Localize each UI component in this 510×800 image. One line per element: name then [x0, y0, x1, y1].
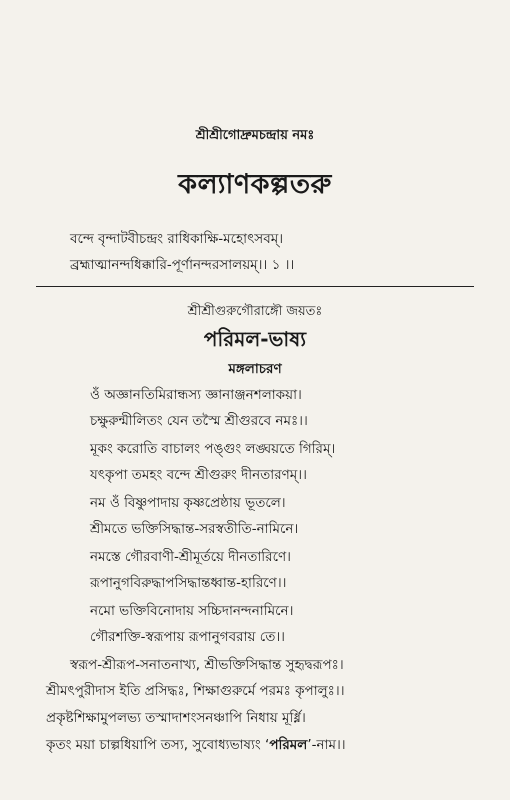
invocation-heading: শ্রীশ্রীগোদ্রুমচন্দ্রায় নমঃ	[195, 128, 315, 143]
verse-line-14-end: ’-নাম।।	[307, 737, 346, 753]
verse-line-14-emphasis: পরিমল	[269, 737, 308, 753]
verse-line-9: নমো ভক্তিবিনোদায় সচ্চিদানন্দনামিনে।	[90, 603, 294, 619]
section-heading: মঙ্গলাচরণ	[228, 361, 282, 377]
horizontal-divider	[36, 286, 474, 287]
verse-line-1: ওঁ অজ্ঞানতিমিরান্ধস্য জ্ঞানাঞ্জনশলাকয়া।	[90, 387, 302, 403]
opening-verse-line-2: ব্রহ্মাত্মানন্দধিক্কারি-পূর্ণানন্দরসালয়ম্।। ১ ।।	[70, 257, 295, 273]
verse-line-14-start: কৃতং ময়া চাল্পধিয়াপি তস্য, সুবোধ্যভাষ্যং ‘	[46, 737, 270, 753]
opening-verse-line-1: বন্দে বৃন্দাটবীচন্দ্রং রাধিকাক্ষি-মহোৎসবম্।	[70, 231, 284, 247]
verse-line-6: শ্রীমতে ভক্তিসিদ্ধান্ত-সরস্বতীতি-নামিনে।	[90, 521, 299, 537]
verse-line-7: নমস্তে গৌরবাণী-শ্রীমূর্তয়ে দীনতারিণে।	[90, 549, 292, 565]
verse-line-13: প্রকৃষ্টশিক্ষামুপলভ্য তস্মাদাশংসনঞ্চাপি নিধায় মূর্ধ্নি।	[46, 710, 306, 726]
verse-line-11: স্বরূপ-শ্রীরূপ-সনাতনাখ্য, শ্রীভক্তিসিদ্ধান্ত সুহৃদ্বরূপঃ।	[70, 657, 344, 673]
verse-line-2: চক্ষুরুন্মীলিতং যেন তস্মৈ শ্রীগুরবে নমঃ।।	[90, 413, 308, 429]
verse-line-8: রূপানুগবিরুদ্ধাপসিদ্ধান্তধ্বান্ত-হারিণে।।	[90, 575, 287, 591]
sub-invocation: শ্রীশ্রীগুরুগৌরাঙ্গৌ জয়তঃ	[187, 304, 323, 319]
verse-line-12: শ্রীমৎপুরীদাস ইতি প্রসিদ্ধঃ, শিক্ষাগুরুর্মে পরমঃ কৃপালুঃ।।	[46, 683, 345, 699]
verse-line-4: যৎকৃপা তমহং বন্দে শ্রীগুরুং দীনতারণম্।।	[90, 467, 307, 483]
commentary-title: পরিমল-ভাষ্য	[203, 327, 307, 351]
verse-line-3: মূকং করোতি বাচালং পঙ্গুং লঙ্ঘয়তে গিরিম্।	[90, 441, 336, 457]
verse-line-5: নম ওঁ বিষ্ণুপাদায় কৃষ্ণপ্রেষ্ঠায় ভূতলে।	[90, 495, 286, 511]
page-title: কল্যাণকল্পতরু	[178, 169, 332, 200]
verse-line-14	[46, 734, 346, 757]
verse-line-10: গৌরশক্তি-স্বরূপায় রূপানুগবরায় তে।।	[90, 629, 285, 645]
